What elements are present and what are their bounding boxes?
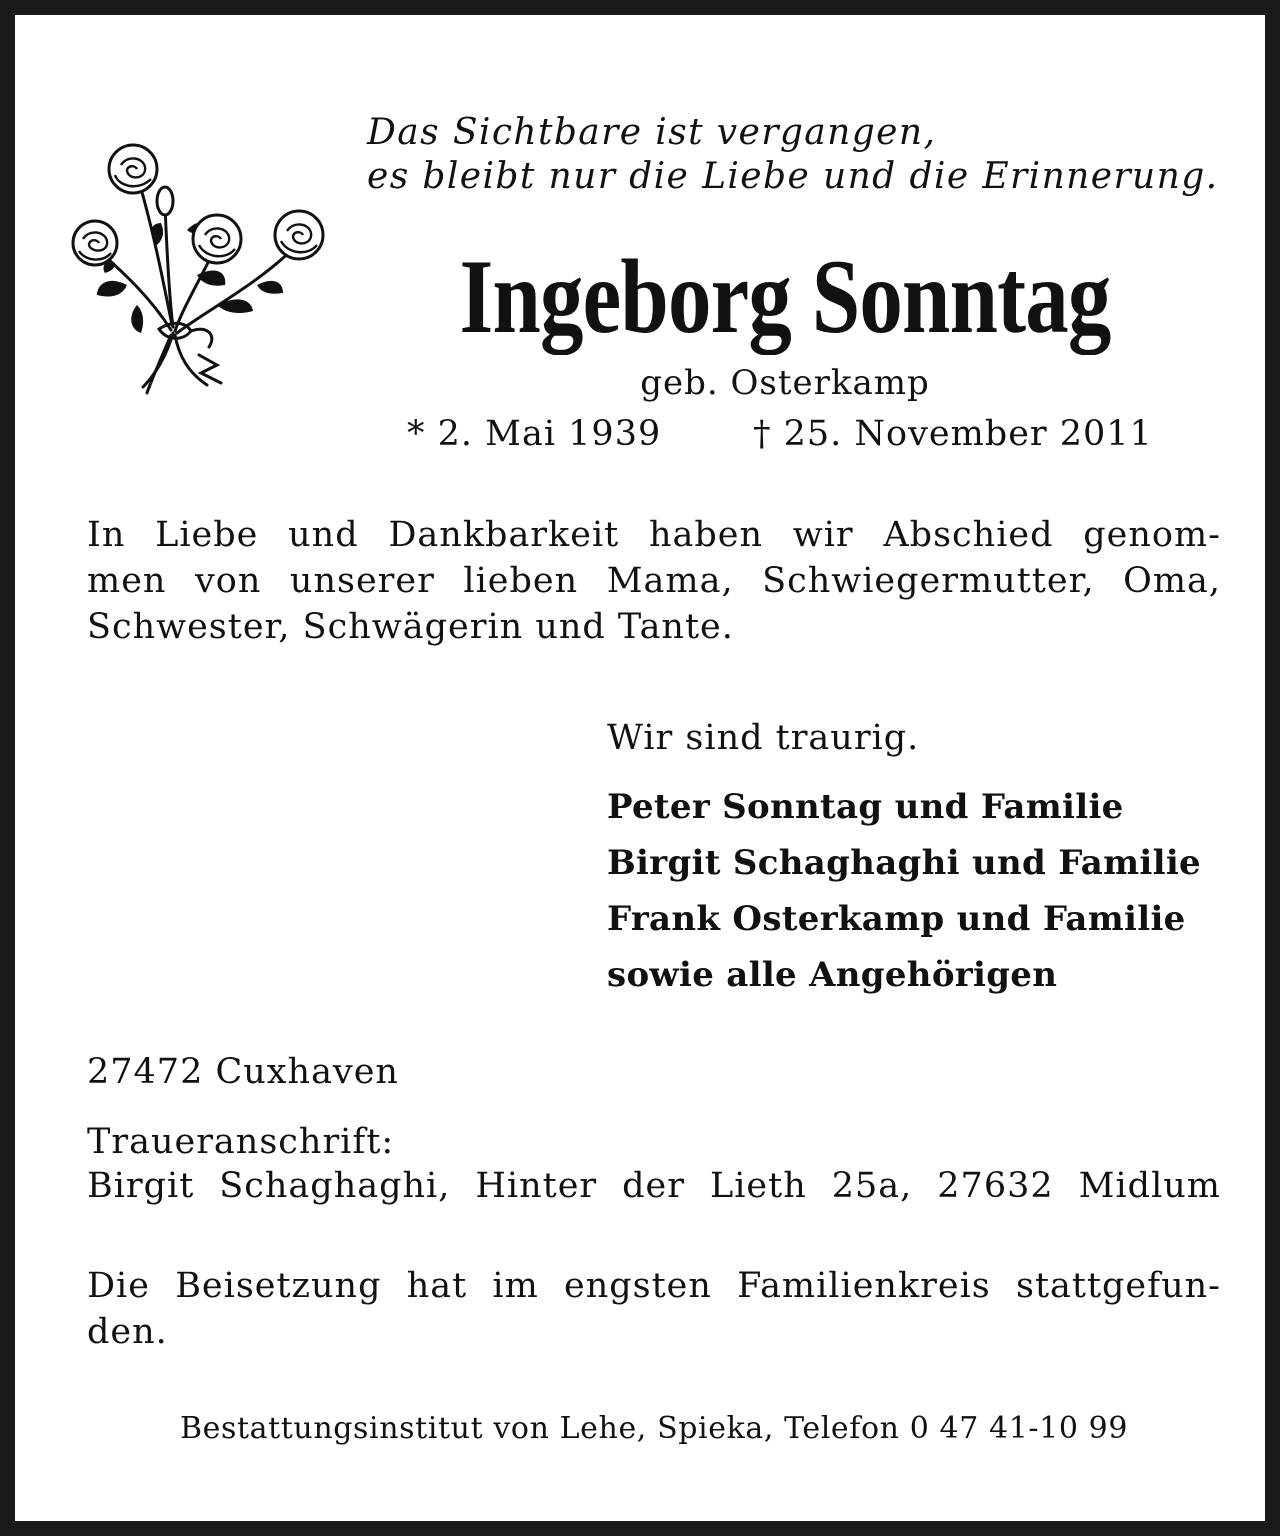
rose-bouquet-icon: [67, 135, 337, 403]
mourner-item: sowie alle Angehörigen: [607, 955, 1058, 995]
address-value: Birgit Schaghaghi, Hinter der Lieth 25a, 27632 Midlum: [87, 1166, 1221, 1206]
intro-line: men von unserer lieben Mama, Schwiegermutter, Oma,: [87, 561, 1221, 601]
funeral-home-line: Bestattungsinstitut von Lehe, Spieka, Telefon 0 47 41-10 99: [179, 1411, 1129, 1446]
intro-line: Schwester, Schwägerin und Tante.: [87, 607, 734, 647]
mourner-item: Frank Osterkamp und Familie: [607, 899, 1186, 939]
burial-line: Die Beisetzung hat im engsten Familienkreis stattgefun-: [87, 1266, 1221, 1306]
motto-quote: [367, 111, 1247, 199]
intro-line: In Liebe und Dankbarkeit haben wir Abschied genom-: [87, 515, 1221, 555]
motto-line-1: Das Sichtbare ist vergangen,: [367, 112, 937, 153]
birth-date: * 2. Mai 1939: [407, 414, 662, 454]
mourning-address: [87, 1163, 1221, 1209]
burial-note: [87, 1263, 1221, 1355]
born-name: geb. Osterkamp: [640, 363, 930, 403]
motto-line-2: es bleibt nur die Liebe und die Erinnerung.: [367, 156, 1219, 197]
address-label: Traueranschrift:: [87, 1122, 395, 1162]
mourner-item: Birgit Schaghaghi und Familie: [607, 843, 1201, 883]
death-date: † 25. November 2011: [753, 414, 1153, 454]
deceased-name: Ingeborg Sonntag: [459, 238, 1111, 355]
mourner-item: Peter Sonntag und Familie: [607, 787, 1124, 827]
sad-note: Wir sind traurig.: [607, 718, 920, 758]
city-line: 27472 Cuxhaven: [87, 1052, 399, 1092]
mourners-list: [607, 779, 1201, 1003]
intro-paragraph: [87, 512, 1221, 650]
burial-line: den.: [87, 1312, 168, 1352]
